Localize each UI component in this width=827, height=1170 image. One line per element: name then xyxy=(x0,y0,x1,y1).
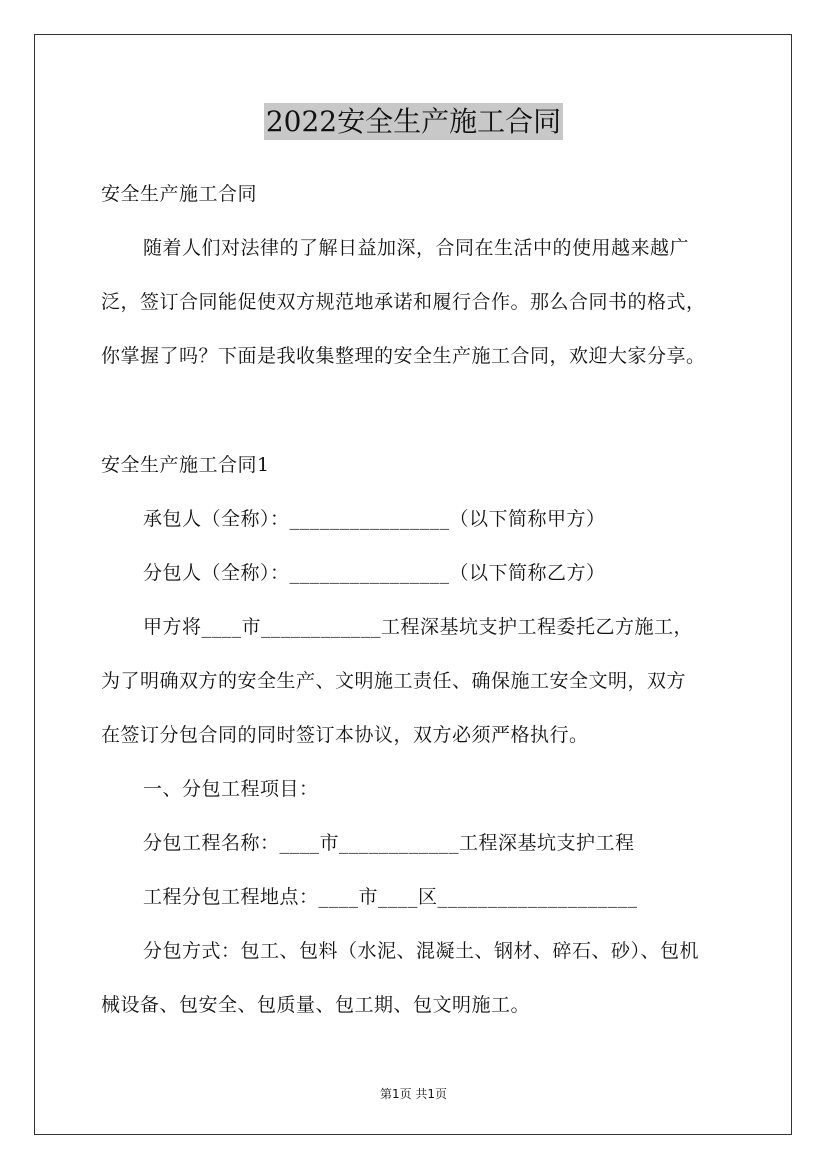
project-location-line: 工程分包工程地点：____市____区____________________ xyxy=(143,886,638,908)
document-title: 2022安全生产施工合同 xyxy=(265,105,562,138)
document-title-wrapper xyxy=(0,100,827,140)
paragraph-line: 为了明确双方的安全生产、文明施工责任、确保施工安全文明，双方 xyxy=(101,670,687,692)
clause-heading: 一、分包工程项目： xyxy=(143,778,319,800)
paragraph-line: 泛，签订合同能促使双方规范地承诺和履行合作。那么合同书的格式， xyxy=(101,291,706,313)
subcontractor-line: 分包人（全称）：________________（以下简称乙方） xyxy=(143,562,606,584)
paragraph-line: 分包方式：包工、包料（水泥、混凝土、钢材、碎石、砂）、包机 xyxy=(143,940,700,962)
paragraph-line: 械设备、包安全、包质量、包工期、包文明施工。 xyxy=(101,994,531,1016)
page-footer: 第1页 共1页 xyxy=(379,1087,448,1101)
section-heading: 安全生产施工合同1 xyxy=(101,454,270,476)
contractor-line: 承包人（全称）：________________（以下简称甲方） xyxy=(143,508,606,530)
paragraph-line: 甲方将____市____________工程深基坑支护工程委托乙方施工， xyxy=(143,616,694,638)
project-name-line: 分包工程名称：____市____________工程深基坑支护工程 xyxy=(143,832,635,854)
paragraph-line: 你掌握了吗？下面是我收集整理的安全生产施工合同，欢迎大家分享。 xyxy=(101,345,706,367)
paragraph-line: 在签订分包合同的同时签订本协议，双方必须严格执行。 xyxy=(101,724,589,746)
heading-contract: 安全生产施工合同 xyxy=(101,183,258,205)
paragraph-line: 随着人们对法律的了解日益加深，合同在生活中的使用越来越广 xyxy=(143,237,690,259)
